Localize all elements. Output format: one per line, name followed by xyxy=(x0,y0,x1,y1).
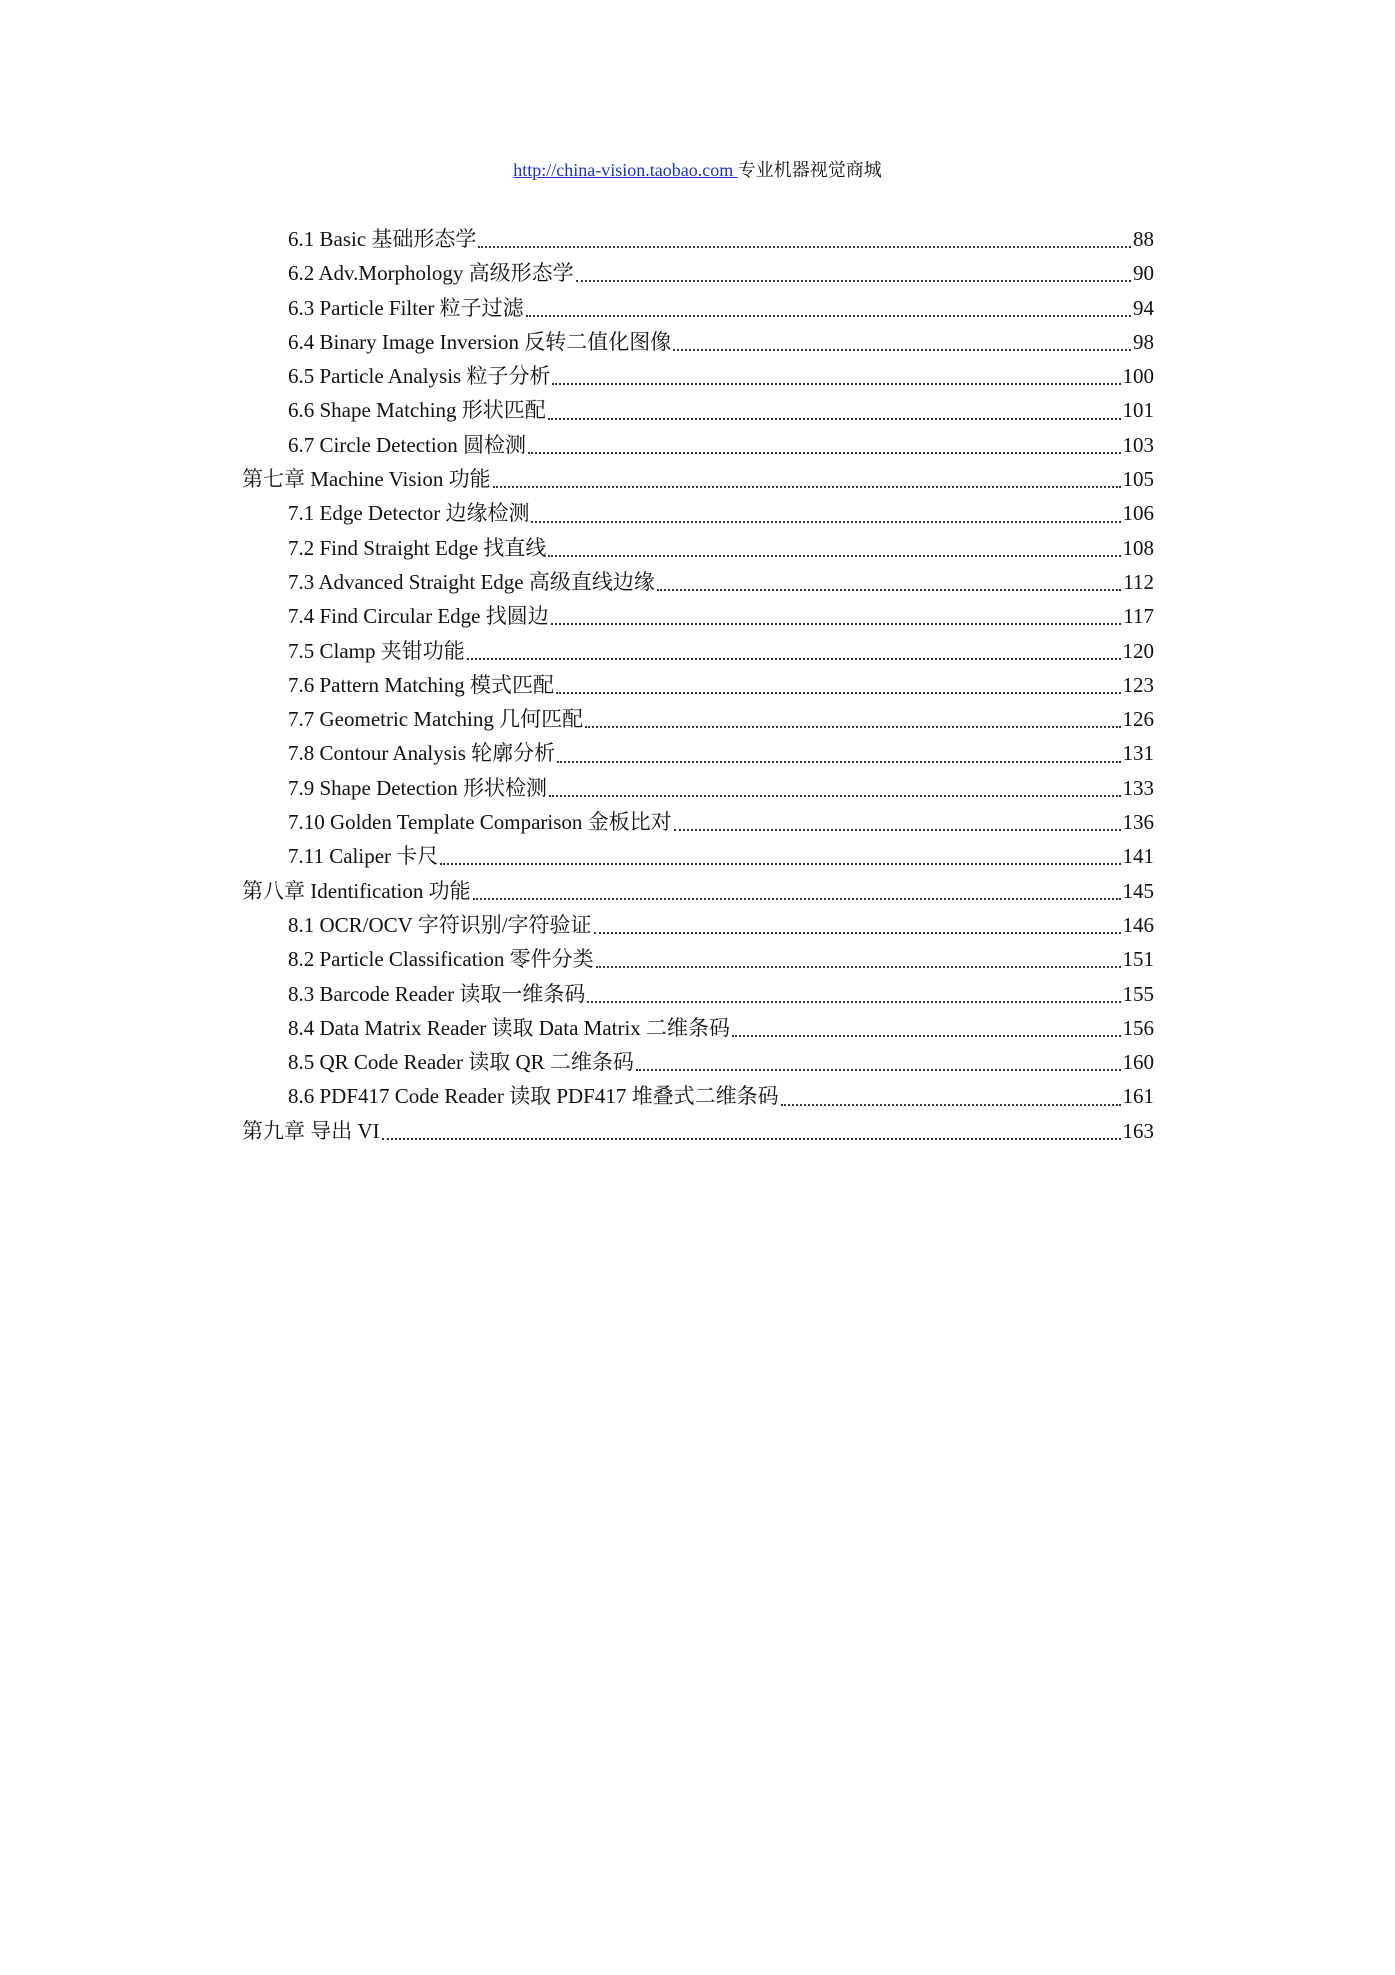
toc-page-number: 103 xyxy=(1122,432,1154,457)
toc-leader-dots xyxy=(478,246,1131,248)
toc-entry-title: 7.11 Caliper 卡尺 xyxy=(288,844,439,869)
toc-entry-title: 7.8 Contour Analysis 轮廓分析 xyxy=(288,741,556,766)
toc-leader-dots xyxy=(531,521,1120,523)
toc-entry-title: 6.1 Basic 基础形态学 xyxy=(288,227,477,251)
toc-section-entry[interactable] xyxy=(242,428,1154,462)
toc-entry-title: 8.3 Barcode Reader 读取一维条码 xyxy=(288,981,586,1006)
toc-page-number: 156 xyxy=(1122,1015,1154,1040)
toc-leader-dots xyxy=(382,1138,1121,1140)
store-tagline: 专业机器视觉商城 xyxy=(737,160,882,180)
toc-page-number: 146 xyxy=(1122,912,1154,937)
toc-leader-dots xyxy=(674,829,1121,831)
toc-leader-dots xyxy=(732,1035,1120,1037)
toc-leader-dots xyxy=(440,863,1120,865)
toc-page-number: 126 xyxy=(1122,707,1154,732)
toc-leader-dots xyxy=(473,898,1121,900)
toc-section-entry[interactable] xyxy=(242,531,1154,565)
toc-entry-title: 7.3 Advanced Straight Edge 高级直线边缘 xyxy=(288,569,655,594)
toc-page-number: 105 xyxy=(1122,467,1154,492)
toc-section-entry[interactable] xyxy=(242,839,1154,873)
toc-section-entry[interactable] xyxy=(242,599,1154,633)
toc-entry-title: 6.5 Particle Analysis 粒子分析 xyxy=(288,364,551,389)
toc-section-entry[interactable] xyxy=(242,977,1154,1011)
toc-leader-dots xyxy=(673,349,1131,351)
toc-entry-title: 6.7 Circle Detection 圆检测 xyxy=(288,432,526,457)
toc-page-number: 133 xyxy=(1122,775,1154,800)
toc-section-entry[interactable] xyxy=(242,1079,1154,1113)
toc-entry-title: 8.2 Particle Classification 零件分类 xyxy=(288,947,594,972)
toc-page-number: 123 xyxy=(1122,672,1154,697)
toc-leader-dots xyxy=(467,658,1121,660)
toc-page-number: 145 xyxy=(1122,878,1154,903)
toc-page-number: 112 xyxy=(1123,569,1154,594)
toc-entry-title: 8.5 QR Code Reader 读取 QR 二维条码 xyxy=(288,1050,634,1075)
toc-leader-dots xyxy=(781,1104,1121,1106)
store-link[interactable]: http://china-vision.taobao.com xyxy=(513,160,738,180)
toc-page-number: 106 xyxy=(1122,501,1154,526)
toc-page-number: 161 xyxy=(1122,1084,1154,1109)
toc-entry-title: 6.6 Shape Matching 形状匹配 xyxy=(288,398,546,423)
toc-page-number: 108 xyxy=(1122,535,1154,560)
toc-section-entry[interactable] xyxy=(242,393,1154,427)
toc-leader-dots xyxy=(587,1001,1120,1003)
toc-leader-dots xyxy=(548,418,1121,420)
toc-leader-dots xyxy=(576,280,1131,282)
toc-section-entry[interactable] xyxy=(242,565,1154,599)
toc-section-entry[interactable] xyxy=(242,256,1154,290)
toc-page-number: 88 xyxy=(1133,227,1154,251)
toc-entry-title: 7.6 Pattern Matching 模式匹配 xyxy=(288,672,554,697)
toc-chapter-entry[interactable] xyxy=(242,1114,1154,1148)
toc-page-number: 141 xyxy=(1122,844,1154,869)
toc-entry-title: 6.3 Particle Filter 粒子过滤 xyxy=(288,295,524,320)
toc-leader-dots xyxy=(551,623,1122,625)
toc-leader-dots xyxy=(585,726,1120,728)
toc-leader-dots xyxy=(528,452,1121,454)
toc-chapter-entry[interactable] xyxy=(242,874,1154,908)
toc-entry-title: 7.9 Shape Detection 形状检测 xyxy=(288,775,547,800)
toc-leader-dots xyxy=(549,795,1121,797)
toc-leader-dots xyxy=(552,383,1120,385)
toc-entry-title: 第七章 Machine Vision 功能 xyxy=(242,467,491,492)
toc-entry-title: 6.2 Adv.Morphology 高级形态学 xyxy=(288,261,574,286)
toc-section-entry[interactable] xyxy=(242,908,1154,942)
toc-leader-dots xyxy=(596,966,1121,968)
toc-leader-dots xyxy=(636,1069,1121,1071)
toc-section-entry[interactable] xyxy=(242,222,1154,256)
toc-page-number: 90 xyxy=(1133,261,1154,286)
toc-leader-dots xyxy=(526,315,1131,317)
toc-page-number: 151 xyxy=(1122,947,1154,972)
toc-section-entry[interactable] xyxy=(242,496,1154,530)
toc-page-number: 155 xyxy=(1122,981,1154,1006)
toc-page-number: 117 xyxy=(1123,604,1154,629)
toc-section-entry[interactable] xyxy=(242,805,1154,839)
toc-page-number: 94 xyxy=(1133,295,1154,320)
toc-section-entry[interactable] xyxy=(242,325,1154,359)
toc-entry-title: 7.2 Find Straight Edge 找直线 xyxy=(288,535,547,560)
toc-section-entry[interactable] xyxy=(242,1045,1154,1079)
toc-leader-dots xyxy=(557,761,1120,763)
toc-entry-title: 第八章 Identification 功能 xyxy=(242,878,471,903)
toc-entry-title: 第九章 导出 VI xyxy=(242,1118,380,1143)
toc-entry-title: 7.1 Edge Detector 边缘检测 xyxy=(288,501,530,526)
table-of-contents xyxy=(242,222,1154,1148)
toc-page-number: 101 xyxy=(1122,398,1154,423)
page-header xyxy=(0,158,1395,182)
toc-page-number: 100 xyxy=(1122,364,1154,389)
toc-entry-title: 7.4 Find Circular Edge 找圆边 xyxy=(288,604,549,629)
toc-entry-title: 8.6 PDF417 Code Reader 读取 PDF417 堆叠式二维条码 xyxy=(288,1084,779,1109)
toc-section-entry[interactable] xyxy=(242,291,1154,325)
toc-entry-title: 7.7 Geometric Matching 几何匹配 xyxy=(288,707,584,732)
toc-section-entry[interactable] xyxy=(242,359,1154,393)
toc-page-number: 120 xyxy=(1122,638,1154,663)
toc-section-entry[interactable] xyxy=(242,736,1154,770)
toc-section-entry[interactable] xyxy=(242,702,1154,736)
toc-leader-dots xyxy=(556,692,1121,694)
toc-leader-dots xyxy=(657,589,1121,591)
toc-entry-title: 8.4 Data Matrix Reader 读取 Data Matrix 二维条码 xyxy=(288,1015,731,1040)
toc-page-number: 98 xyxy=(1133,329,1154,354)
toc-leader-dots xyxy=(493,486,1121,488)
toc-entry-title: 8.1 OCR/OCV 字符识别/字符验证 xyxy=(288,912,592,937)
toc-page-number: 136 xyxy=(1122,810,1154,835)
toc-section-entry[interactable] xyxy=(242,1011,1154,1045)
toc-entry-title: 7.10 Golden Template Comparison 金板比对 xyxy=(288,810,672,835)
toc-section-entry[interactable] xyxy=(242,668,1154,702)
toc-section-entry[interactable] xyxy=(242,634,1154,668)
toc-page-number: 131 xyxy=(1122,741,1154,766)
toc-page-number: 163 xyxy=(1122,1118,1154,1143)
toc-entry-title: 6.4 Binary Image Inversion 反转二值化图像 xyxy=(288,329,672,354)
toc-entry-title: 7.5 Clamp 夹钳功能 xyxy=(288,638,465,663)
toc-chapter-entry[interactable] xyxy=(242,462,1154,496)
toc-section-entry[interactable] xyxy=(242,771,1154,805)
toc-page-number: 160 xyxy=(1122,1050,1154,1075)
toc-leader-dots xyxy=(594,932,1121,934)
toc-section-entry[interactable] xyxy=(242,942,1154,976)
toc-leader-dots xyxy=(548,555,1120,557)
